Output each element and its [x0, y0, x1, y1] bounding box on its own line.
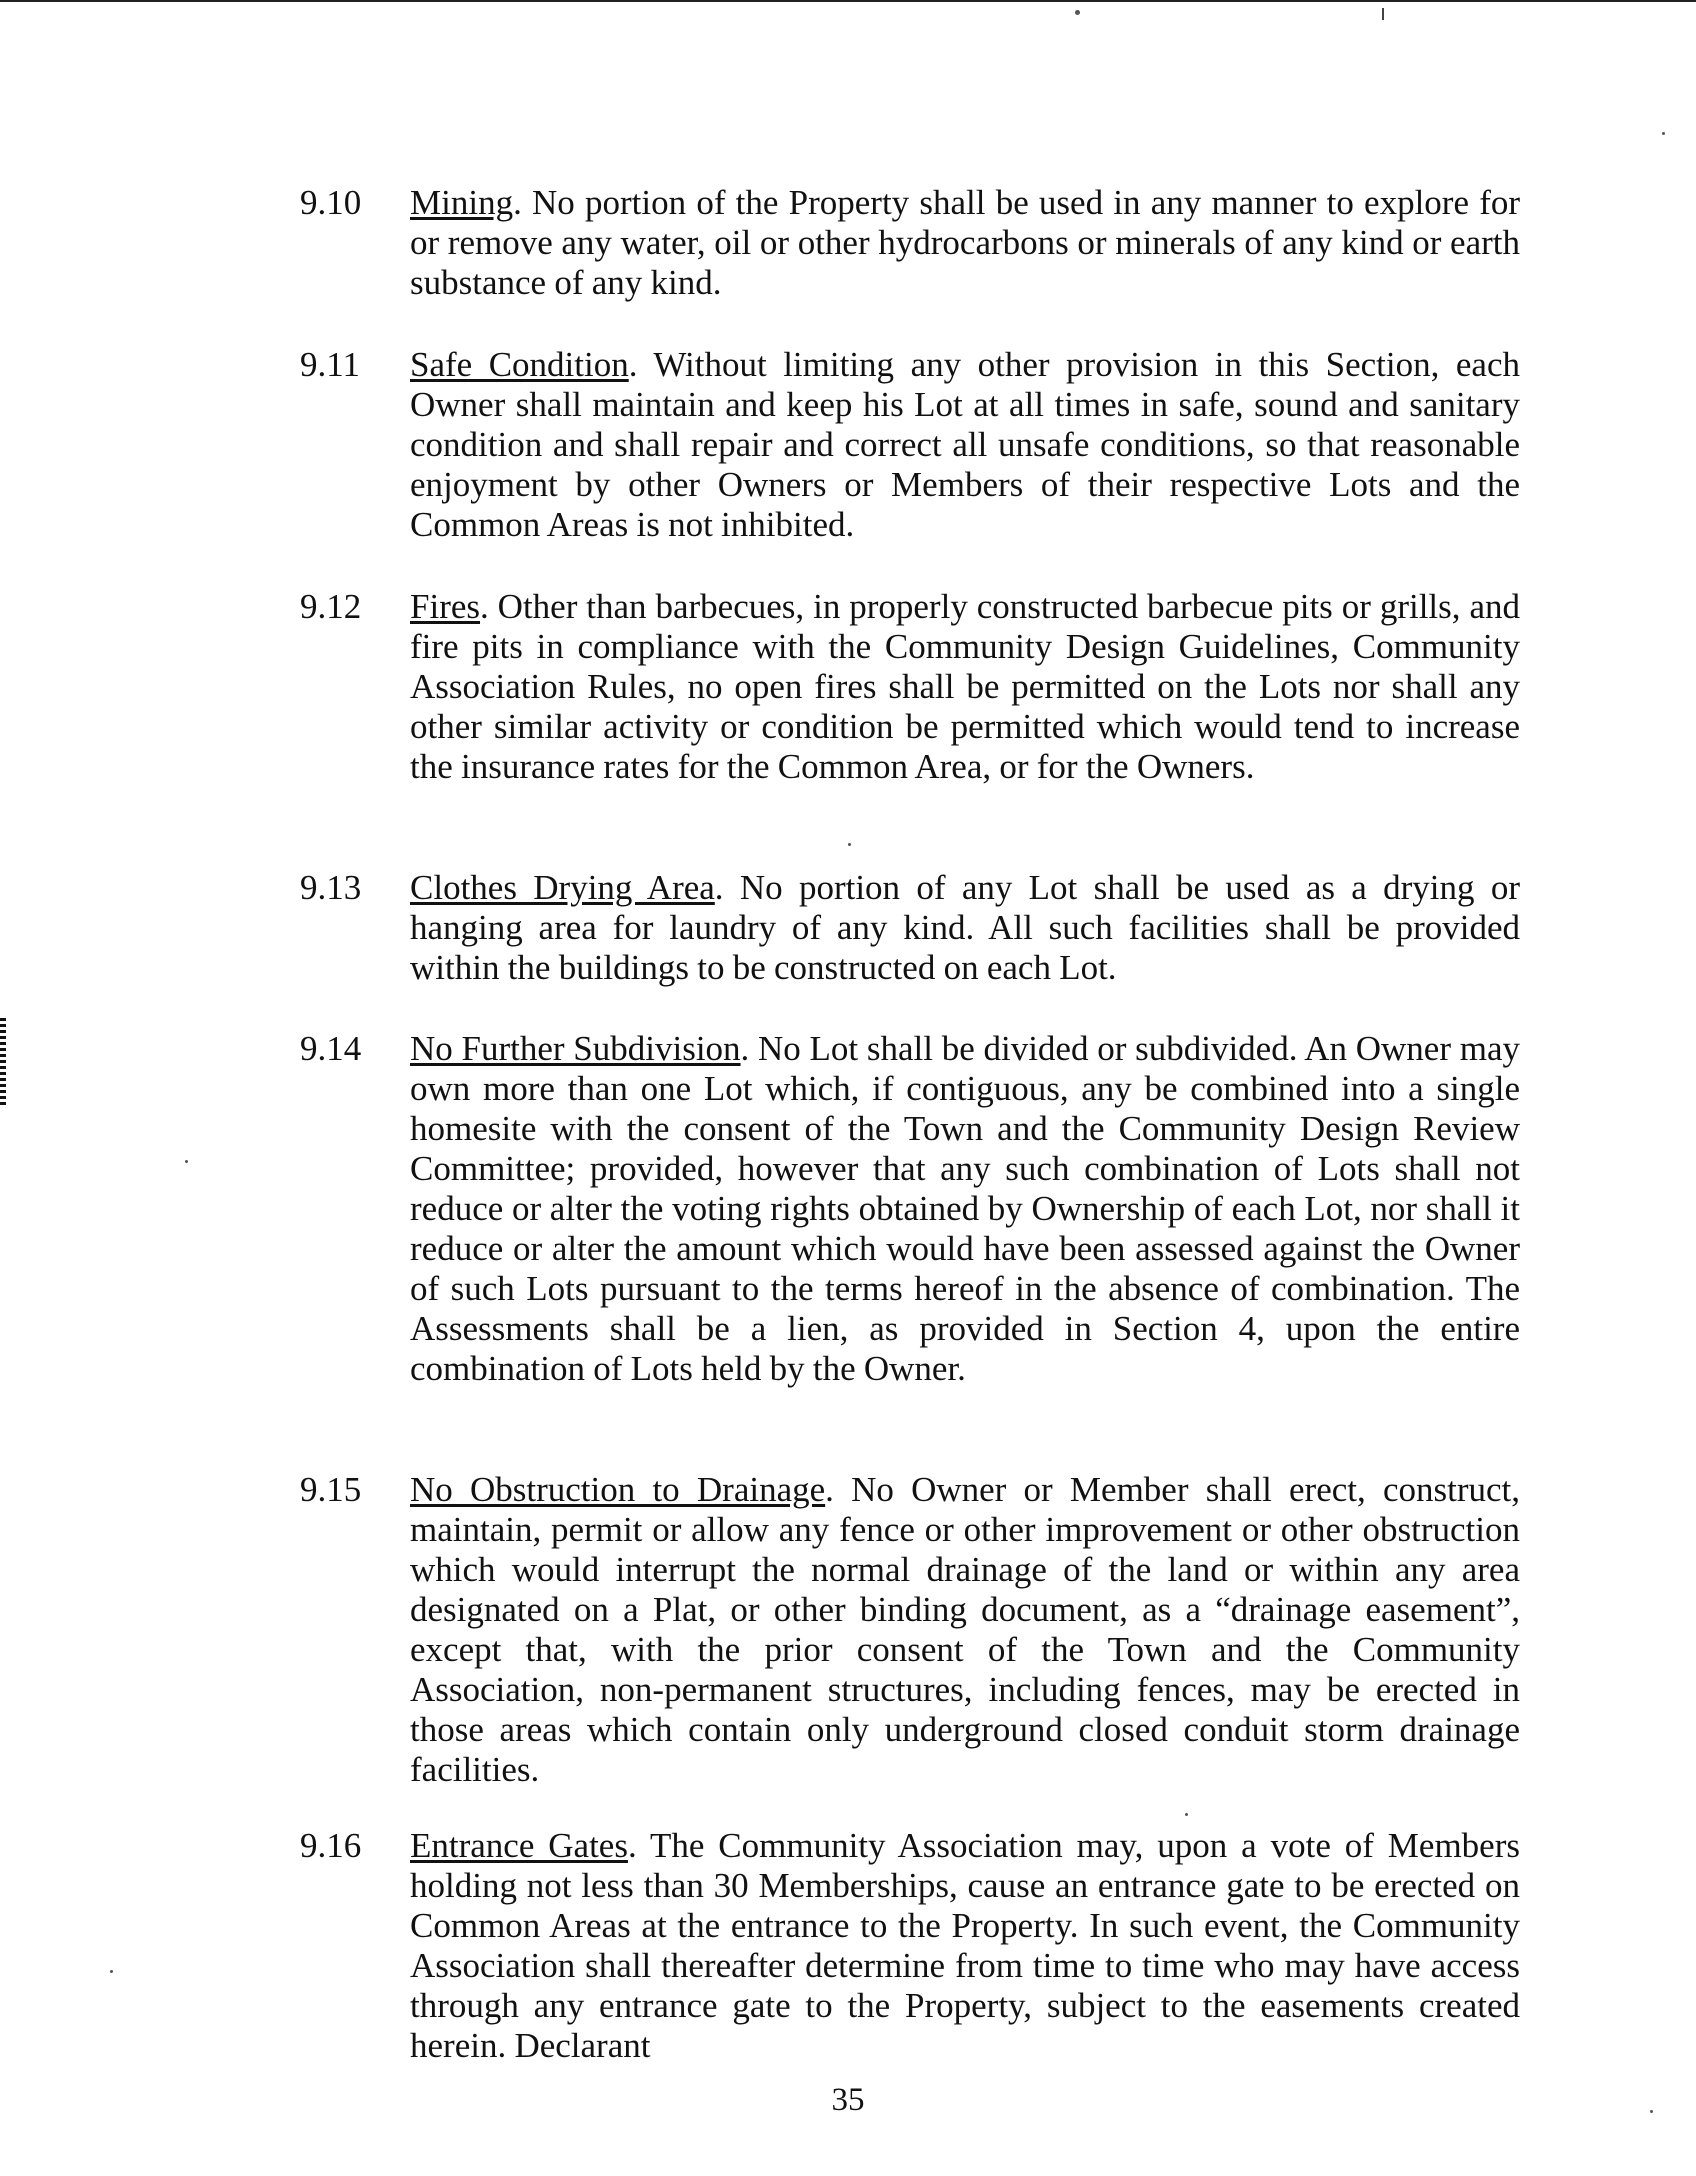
section-body: . Without limiting any other provision in this Section, each Owner shall maintain and keep his Lot at all times in safe, sound and sanitary condition and shall repair and correct all unsafe conditions, so that reasonable enjoyment by other Owners or Members of their respective Lots and the Common Areas is not inhibited. [410, 345, 1520, 544]
section-number: 9.13 [300, 868, 362, 907]
section-number: 9.15 [300, 1470, 362, 1509]
scan-speck [1185, 1813, 1188, 1816]
section-title: Entrance Gates [410, 1826, 628, 1865]
scan-speck [848, 843, 851, 846]
section-text [410, 1826, 1520, 2066]
section-title: Clothes Drying Area [410, 868, 715, 907]
section-title: No Obstruction to Drainage [410, 1470, 826, 1509]
scan-speck [1662, 132, 1665, 135]
section-text [410, 183, 1520, 303]
section-number: 9.14 [300, 1029, 362, 1068]
section-body: . The Community Association may, upon a vote of Members holding not less than 30 Memberships, cause an entrance gate to be erected on Common Areas at the entrance to the Property. In such event, the Community Association shall thereafter determine from time to time who may have access through any entrance gate to the Property, subject to the easements created herein. Declarant [410, 1826, 1520, 2065]
section-number: 9.11 [300, 345, 360, 384]
section-body: . No portion of the Property shall be used in any manner to explore for or remove any water, oil or other hydrocarbons or minerals of any kind or earth substance of any kind. [410, 183, 1520, 302]
section-number: 9.10 [300, 183, 362, 222]
section-number: 9.16 [300, 1826, 362, 1865]
scan-top-edge [0, 0, 1696, 2]
section-text [410, 587, 1520, 787]
section-title: Mining [410, 183, 514, 222]
section-body: . No Lot shall be divided or subdivided. An Owner may own more than one Lot which, if contiguous, any be combined into a single homesite with the consent of the Town and the Community Design Review Committee; provided, however that any such combination of Lots shall not reduce or alter the voting rights obtained by Ownership of each Lot, nor shall it reduce or alter the amount which would have been assessed against the Owner of such Lots pursuant to the terms hereof in the absence of combination. The Assessments shall be a lien, as provided in Section 4, upon the entire combination of Lots held by the Owner. [410, 1029, 1520, 1388]
section-body: . Other than barbecues, in properly constructed barbecue pits or grills, and fire pits in compliance with the Community Design Guidelines, Community Association Rules, no open fires shall be permitted on the Lots nor shall any other similar activity or condition be permitted which would tend to increase the insurance rates for the Common Area, or for the Owners. [410, 587, 1520, 786]
section-text [410, 1029, 1520, 1389]
section-text [410, 868, 1520, 988]
section-title: Safe Condition [410, 345, 629, 384]
section-number: 9.12 [300, 587, 362, 626]
page-number: 35 [831, 2082, 865, 2118]
scan-mark [1382, 8, 1384, 20]
section-body: . No Owner or Member shall erect, construct, maintain, permit or allow any fence or other improvement or other obstruction which would interrupt the normal drainage of the land or within any area designated on a Plat, or other binding document, as a “drainage easement”, except that, with the prior consent of the Town and the Community Association, non-permanent structures, including fences, may be erected in those areas which contain only underground closed conduit storm drainage facilities. [410, 1470, 1520, 1789]
margin-binding-mark [0, 1018, 6, 1108]
scan-speck [110, 1970, 113, 1973]
section-text [410, 345, 1520, 545]
scan-speck [1075, 10, 1080, 15]
section-text [410, 1470, 1520, 1790]
section-title: No Further Subdivision [410, 1029, 741, 1068]
section-body: . No portion of any Lot shall be used as a drying or hanging area for laundry of any kind. All such facilities shall be provided within the buildings to be constructed on each Lot. [410, 868, 1520, 987]
section-title: Fires [410, 587, 480, 626]
scan-speck [185, 1160, 188, 1163]
